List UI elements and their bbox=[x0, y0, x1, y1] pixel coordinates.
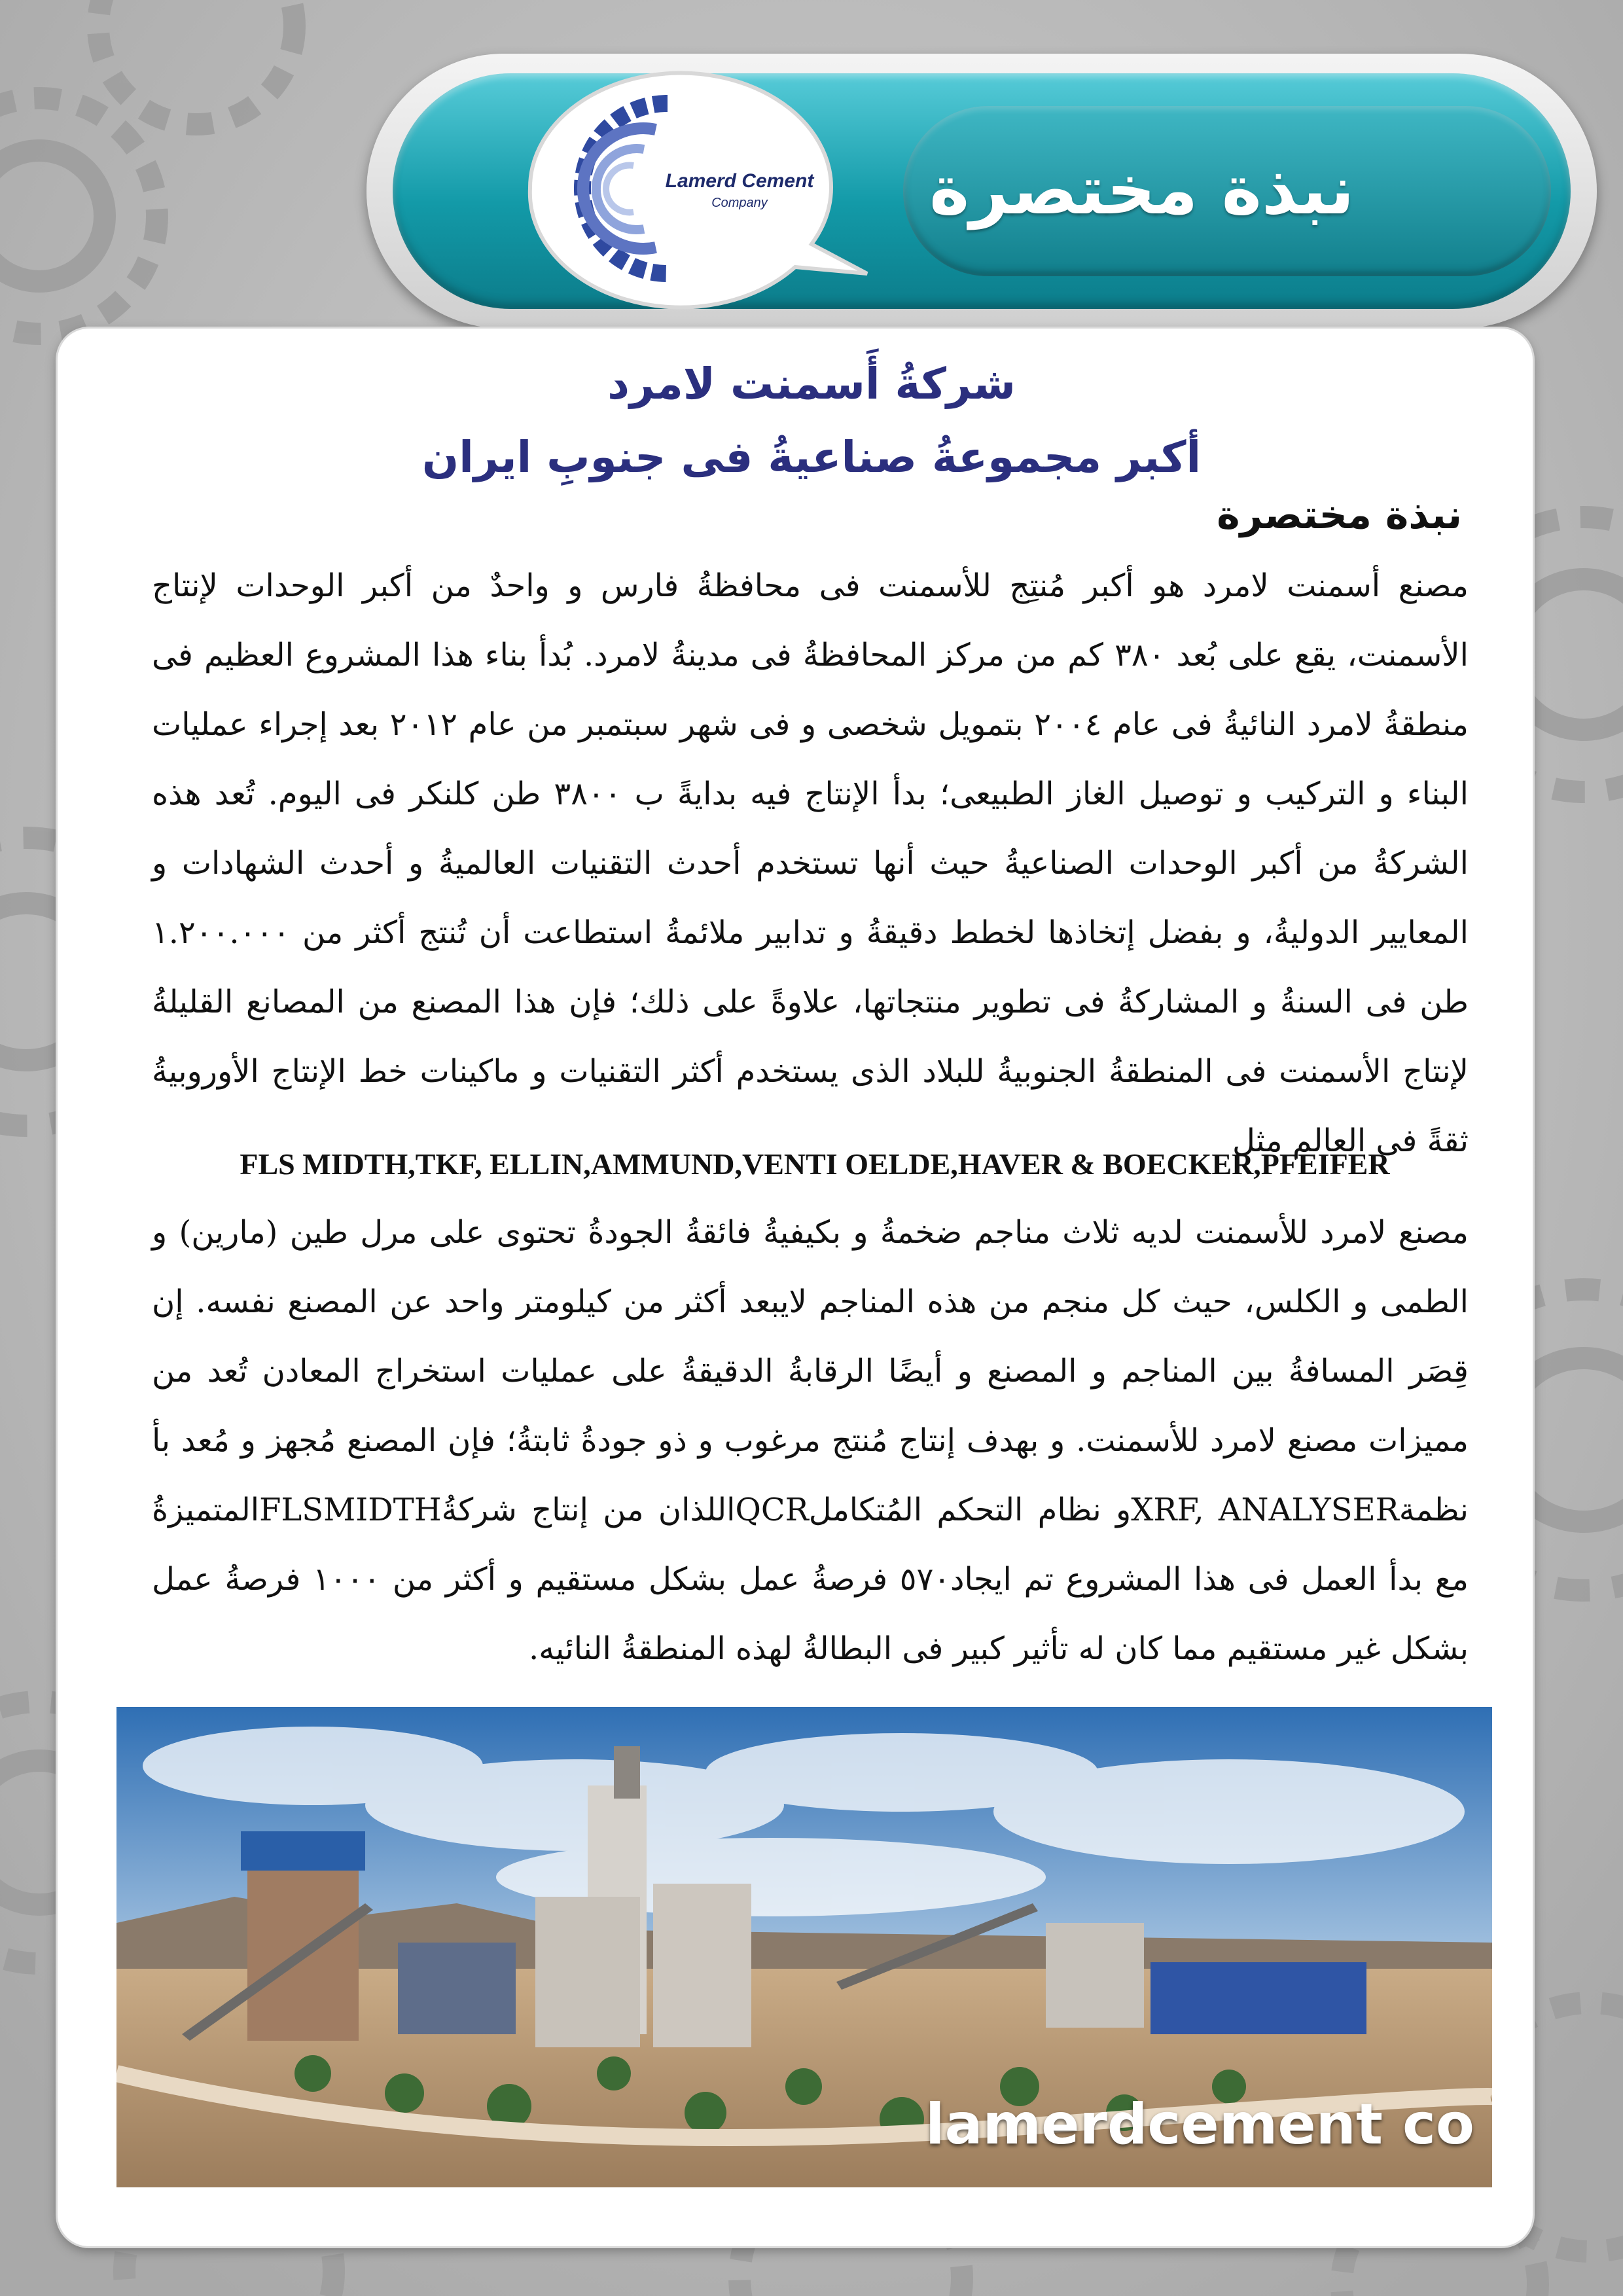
equipment-brands: FLS MIDTH,TKF, ELLIN,AMMUND,VENTI OELDE,HAVER & BOECKER,PFEIFER bbox=[240, 1147, 1390, 1181]
header-title: نبذة مختصرة bbox=[929, 150, 1355, 230]
paragraph-mines: مصنع لامرد للأسمنت لديه ثلاث مناجم ضخمةُ و بكيفيةُ فائقةُ الجودةُ تحتوى على مرل طين (مارين) و الطمى و الكلس، حيث كل منجم من هذه المناجم لايبعد أكثر من كيلومتر واحد عن المصنع نفسه. إن قِصَر المسافةُ بين المناجم و المصنع و أيضًا الرقابةُ الدقيقةُ على عمليات استخراج المعادن تُعد من مميزات مصنع لامرد للأسمنت. و بهدف إنتاج مُنتج مرغوب و ذو جودةُ ثابتةُ؛ فإن المصنع مُجهز و مُعد بأ نظمةXRF, ANALYSERو نظام التحكم المُتكاملQCRاللذان من إنتاج شركةُFLSMIDTHالمتميزةُ مع بدأ العمل فی هذا المشروع تم ايجاد٥٧٠ فرصةُ عمل بشكل مستقيم و أكثر من ١٠٠٠ فرصةُ عمل بشكل غير مستقيم مما كان له تأثير كبير فی البطالةُ لهذه المنطقةُ النائيه. bbox=[152, 1214, 1469, 1667]
section-subheading: نبذة مختصرة bbox=[1217, 492, 1462, 538]
company-logo bbox=[504, 58, 870, 319]
headline-line-2: أكبر مجموعةُ صناعيةُ فی جنوبِ ایران bbox=[421, 432, 1202, 482]
logo-subtitle: Company bbox=[711, 196, 768, 210]
paragraph-intro: مصنع أسمنت لامرد هو أكبر مُنتِج للأسمنت فی محافظةُ فارس و واحدٌ من أكبر الوحدات لإنتاج الأسمنت، يقع على بُعد ٣٨٠ كم من مركز المحافظةُ فی مدينةُ لامرد. بُدأ بناء هذا المشروع العظيم فی منطقةُ لامرد النائيةُ فی عام ٢٠٠٤ بتمويل شخصى و فی شهر سبتمبر من عام ٢٠١٢ بعد إجراء عمليات البناء و التركيب و توصيل الغاز الطبيعى؛ بدأ الإنتاج فيه بدايةً ب ٣٨٠٠ طن كلنكر فی اليوم. تُعد هذه الشركةُ من أكبر الوحدات الصناعيةُ حيث أنها تستخدم أحدث التقنيات العالميةُ و أحدث الشهادات و المعايير الدوليةُ، و بفضل إتخاذها لخطط دقيقةُ و تدابير ملائمةُ استطاعت أن تُنتج أكثر من ١.٢٠٠.٠٠٠ طن فی السنةُ و المشاركةُ فی تطوير منتجاتها، علاوةً على ذلك؛ فإن هذا المصنع من المصانع القليلةُ لإنتاج الأسمنت فی المنطقةُ الجنوبيةُ للبلاد الذی يستخدم أكثر التقنيات و ماكينات خط الإنتاج الأوروبيةُ ثقةً فی العالم مثل bbox=[152, 567, 1469, 1159]
logo-name: Lamerd Cement bbox=[665, 170, 814, 192]
headline-line-1: شركةُ أَسمنت لامرد bbox=[607, 359, 1016, 409]
photo-watermark: lamerdcement co bbox=[925, 2092, 1475, 2157]
